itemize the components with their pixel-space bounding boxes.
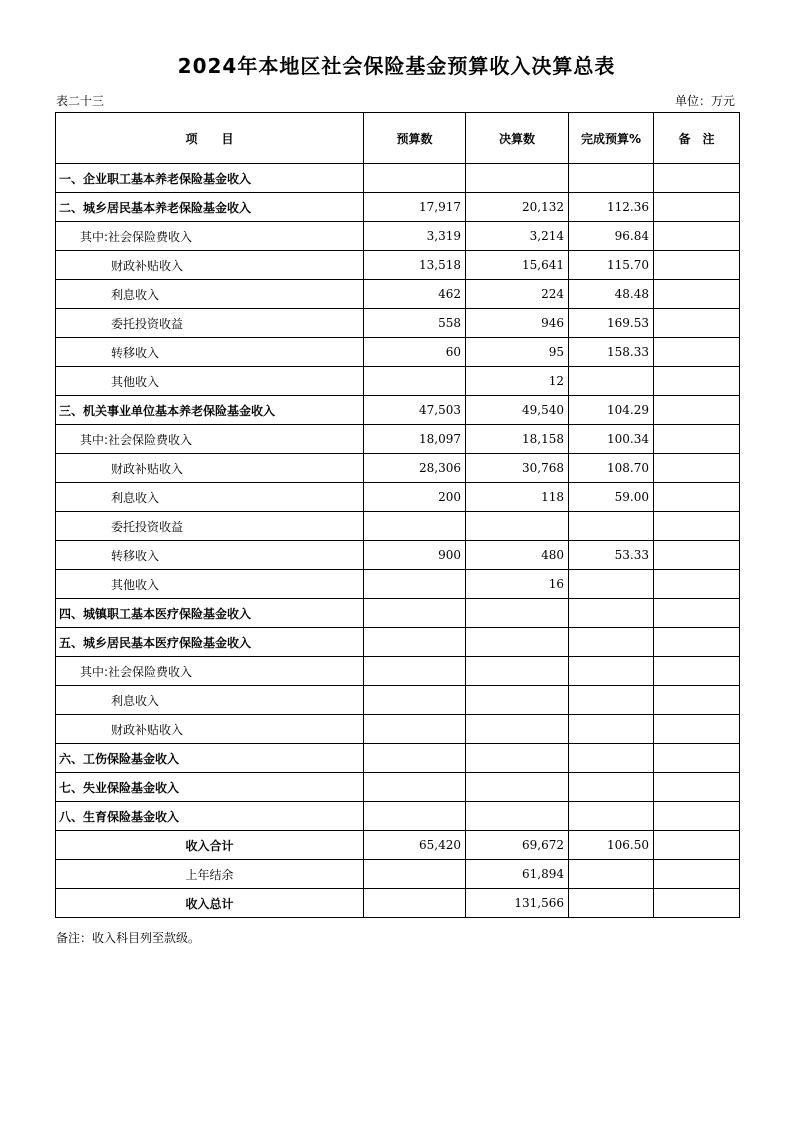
header-rate: 完成预算%	[569, 113, 654, 164]
row-remark	[654, 686, 740, 715]
row-remark	[654, 512, 740, 541]
row-remark	[654, 570, 740, 599]
row-rate: 112.36	[569, 193, 654, 222]
row-label: 六、工伤保险基金收入	[56, 744, 364, 773]
table-row	[56, 164, 740, 193]
row-budget	[364, 164, 466, 193]
row-rate	[569, 657, 654, 686]
row-final: 95	[466, 338, 569, 367]
row-label: 委托投资收益	[56, 512, 364, 541]
row-remark	[654, 251, 740, 280]
table-row	[56, 222, 740, 251]
row-rate: 104.29	[569, 396, 654, 425]
row-label: 二、城乡居民基本养老保险基金收入	[56, 193, 364, 222]
row-rate: 59.00	[569, 483, 654, 512]
row-label: 委托投资收益	[56, 309, 364, 338]
row-remark	[654, 541, 740, 570]
table-row	[56, 251, 740, 280]
table-row	[56, 193, 740, 222]
row-final	[466, 686, 569, 715]
row-budget	[364, 686, 466, 715]
row-final	[466, 744, 569, 773]
row-label: 转移收入	[56, 541, 364, 570]
row-rate: 169.53	[569, 309, 654, 338]
header-remark: 备 注	[654, 113, 740, 164]
row-label: 七、失业保险基金收入	[56, 773, 364, 802]
row-rate: 115.70	[569, 251, 654, 280]
table-number: 表二十三	[56, 94, 105, 108]
table-row	[56, 338, 740, 367]
row-rate	[569, 570, 654, 599]
row-final: 131,566	[466, 889, 569, 918]
row-final	[466, 773, 569, 802]
header-final: 决算数	[466, 113, 569, 164]
row-rate	[569, 860, 654, 889]
row-label: 四、城镇职工基本医疗保险基金收入	[56, 599, 364, 628]
table-row	[56, 628, 740, 657]
row-remark	[654, 628, 740, 657]
row-final	[466, 164, 569, 193]
row-final: 3,214	[466, 222, 569, 251]
row-label: 利息收入	[56, 483, 364, 512]
row-remark	[654, 773, 740, 802]
row-label: 五、城乡居民基本医疗保险基金收入	[56, 628, 364, 657]
row-final: 69,672	[466, 831, 569, 860]
row-label: 利息收入	[56, 686, 364, 715]
table-header-row	[56, 113, 740, 164]
row-rate: 108.70	[569, 454, 654, 483]
row-budget: 13,518	[364, 251, 466, 280]
row-budget: 60	[364, 338, 466, 367]
row-budget	[364, 657, 466, 686]
row-remark	[654, 396, 740, 425]
table-row	[56, 512, 740, 541]
row-remark	[654, 802, 740, 831]
row-remark	[654, 657, 740, 686]
row-label: 三、机关事业单位基本养老保险基金收入	[56, 396, 364, 425]
table-row-grand-total	[56, 889, 740, 918]
row-final: 18,158	[466, 425, 569, 454]
row-final: 15,641	[466, 251, 569, 280]
table-row	[56, 744, 740, 773]
row-label: 其中:社会保险费收入	[56, 222, 364, 251]
table-row	[56, 280, 740, 309]
row-remark	[654, 164, 740, 193]
row-rate	[569, 599, 654, 628]
row-label: 上年结余	[56, 860, 364, 889]
row-label: 八、生育保险基金收入	[56, 802, 364, 831]
table-row	[56, 599, 740, 628]
row-final: 480	[466, 541, 569, 570]
row-label: 其中:社会保险费收入	[56, 425, 364, 454]
row-rate	[569, 628, 654, 657]
row-rate	[569, 715, 654, 744]
row-budget: 17,917	[364, 193, 466, 222]
row-budget	[364, 628, 466, 657]
table-row	[56, 309, 740, 338]
row-final: 61,894	[466, 860, 569, 889]
row-final	[466, 628, 569, 657]
row-rate	[569, 367, 654, 396]
row-remark	[654, 454, 740, 483]
table-row-prior-balance	[56, 860, 740, 889]
row-remark	[654, 367, 740, 396]
row-final: 224	[466, 280, 569, 309]
row-label: 收入总计	[56, 889, 364, 918]
row-budget	[364, 367, 466, 396]
row-final: 12	[466, 367, 569, 396]
row-label: 财政补贴收入	[56, 454, 364, 483]
table-row	[56, 454, 740, 483]
table-row	[56, 396, 740, 425]
row-budget: 65,420	[364, 831, 466, 860]
row-remark	[654, 309, 740, 338]
row-rate	[569, 164, 654, 193]
row-rate	[569, 512, 654, 541]
row-final	[466, 512, 569, 541]
row-label: 财政补贴收入	[56, 715, 364, 744]
row-budget: 900	[364, 541, 466, 570]
table-row	[56, 367, 740, 396]
footnote: 备注：收入科目列至款级。	[56, 931, 201, 945]
row-budget: 3,319	[364, 222, 466, 251]
row-label: 其他收入	[56, 367, 364, 396]
row-remark	[654, 425, 740, 454]
table-row	[56, 686, 740, 715]
row-remark	[654, 483, 740, 512]
row-budget	[364, 715, 466, 744]
row-rate: 100.34	[569, 425, 654, 454]
row-final: 30,768	[466, 454, 569, 483]
budget-table	[55, 112, 740, 918]
row-label: 转移收入	[56, 338, 364, 367]
row-rate: 106.50	[569, 831, 654, 860]
page-title: 2024年本地区社会保险基金预算收入决算总表	[177, 54, 616, 78]
row-rate	[569, 802, 654, 831]
row-remark	[654, 338, 740, 367]
row-rate	[569, 744, 654, 773]
unit-label: 单位：万元	[674, 94, 735, 108]
row-rate	[569, 889, 654, 918]
row-budget: 28,306	[364, 454, 466, 483]
row-label: 财政补贴收入	[56, 251, 364, 280]
row-label: 利息收入	[56, 280, 364, 309]
row-remark	[654, 280, 740, 309]
row-label: 一、企业职工基本养老保险基金收入	[56, 164, 364, 193]
row-final: 16	[466, 570, 569, 599]
row-remark	[654, 860, 740, 889]
table-row	[56, 773, 740, 802]
row-budget: 47,503	[364, 396, 466, 425]
row-rate	[569, 773, 654, 802]
row-final	[466, 657, 569, 686]
table-row	[56, 425, 740, 454]
row-remark	[654, 889, 740, 918]
row-budget	[364, 599, 466, 628]
row-budget: 462	[364, 280, 466, 309]
row-final: 20,132	[466, 193, 569, 222]
header-budget: 预算数	[364, 113, 466, 164]
row-rate: 53.33	[569, 541, 654, 570]
table-row	[56, 657, 740, 686]
row-budget	[364, 889, 466, 918]
row-budget	[364, 773, 466, 802]
row-rate: 48.48	[569, 280, 654, 309]
row-final	[466, 715, 569, 744]
table-row	[56, 570, 740, 599]
row-final	[466, 802, 569, 831]
row-budget	[364, 744, 466, 773]
row-final: 946	[466, 309, 569, 338]
row-final: 49,540	[466, 396, 569, 425]
row-remark	[654, 715, 740, 744]
row-budget: 558	[364, 309, 466, 338]
row-rate	[569, 686, 654, 715]
row-remark	[654, 744, 740, 773]
row-budget	[364, 512, 466, 541]
row-remark	[654, 193, 740, 222]
row-label: 其他收入	[56, 570, 364, 599]
row-rate: 96.84	[569, 222, 654, 251]
row-final	[466, 599, 569, 628]
row-remark	[654, 599, 740, 628]
row-budget: 18,097	[364, 425, 466, 454]
row-label: 其中:社会保险费收入	[56, 657, 364, 686]
table-row-income-total	[56, 831, 740, 860]
table-row	[56, 483, 740, 512]
row-final: 118	[466, 483, 569, 512]
row-budget	[364, 570, 466, 599]
table-row	[56, 715, 740, 744]
row-remark	[654, 222, 740, 251]
row-rate: 158.33	[569, 338, 654, 367]
table-row	[56, 541, 740, 570]
row-budget: 200	[364, 483, 466, 512]
table-row	[56, 802, 740, 831]
row-remark	[654, 831, 740, 860]
header-item: 项 目	[56, 113, 364, 164]
row-label: 收入合计	[56, 831, 364, 860]
row-budget	[364, 860, 466, 889]
row-budget	[364, 802, 466, 831]
